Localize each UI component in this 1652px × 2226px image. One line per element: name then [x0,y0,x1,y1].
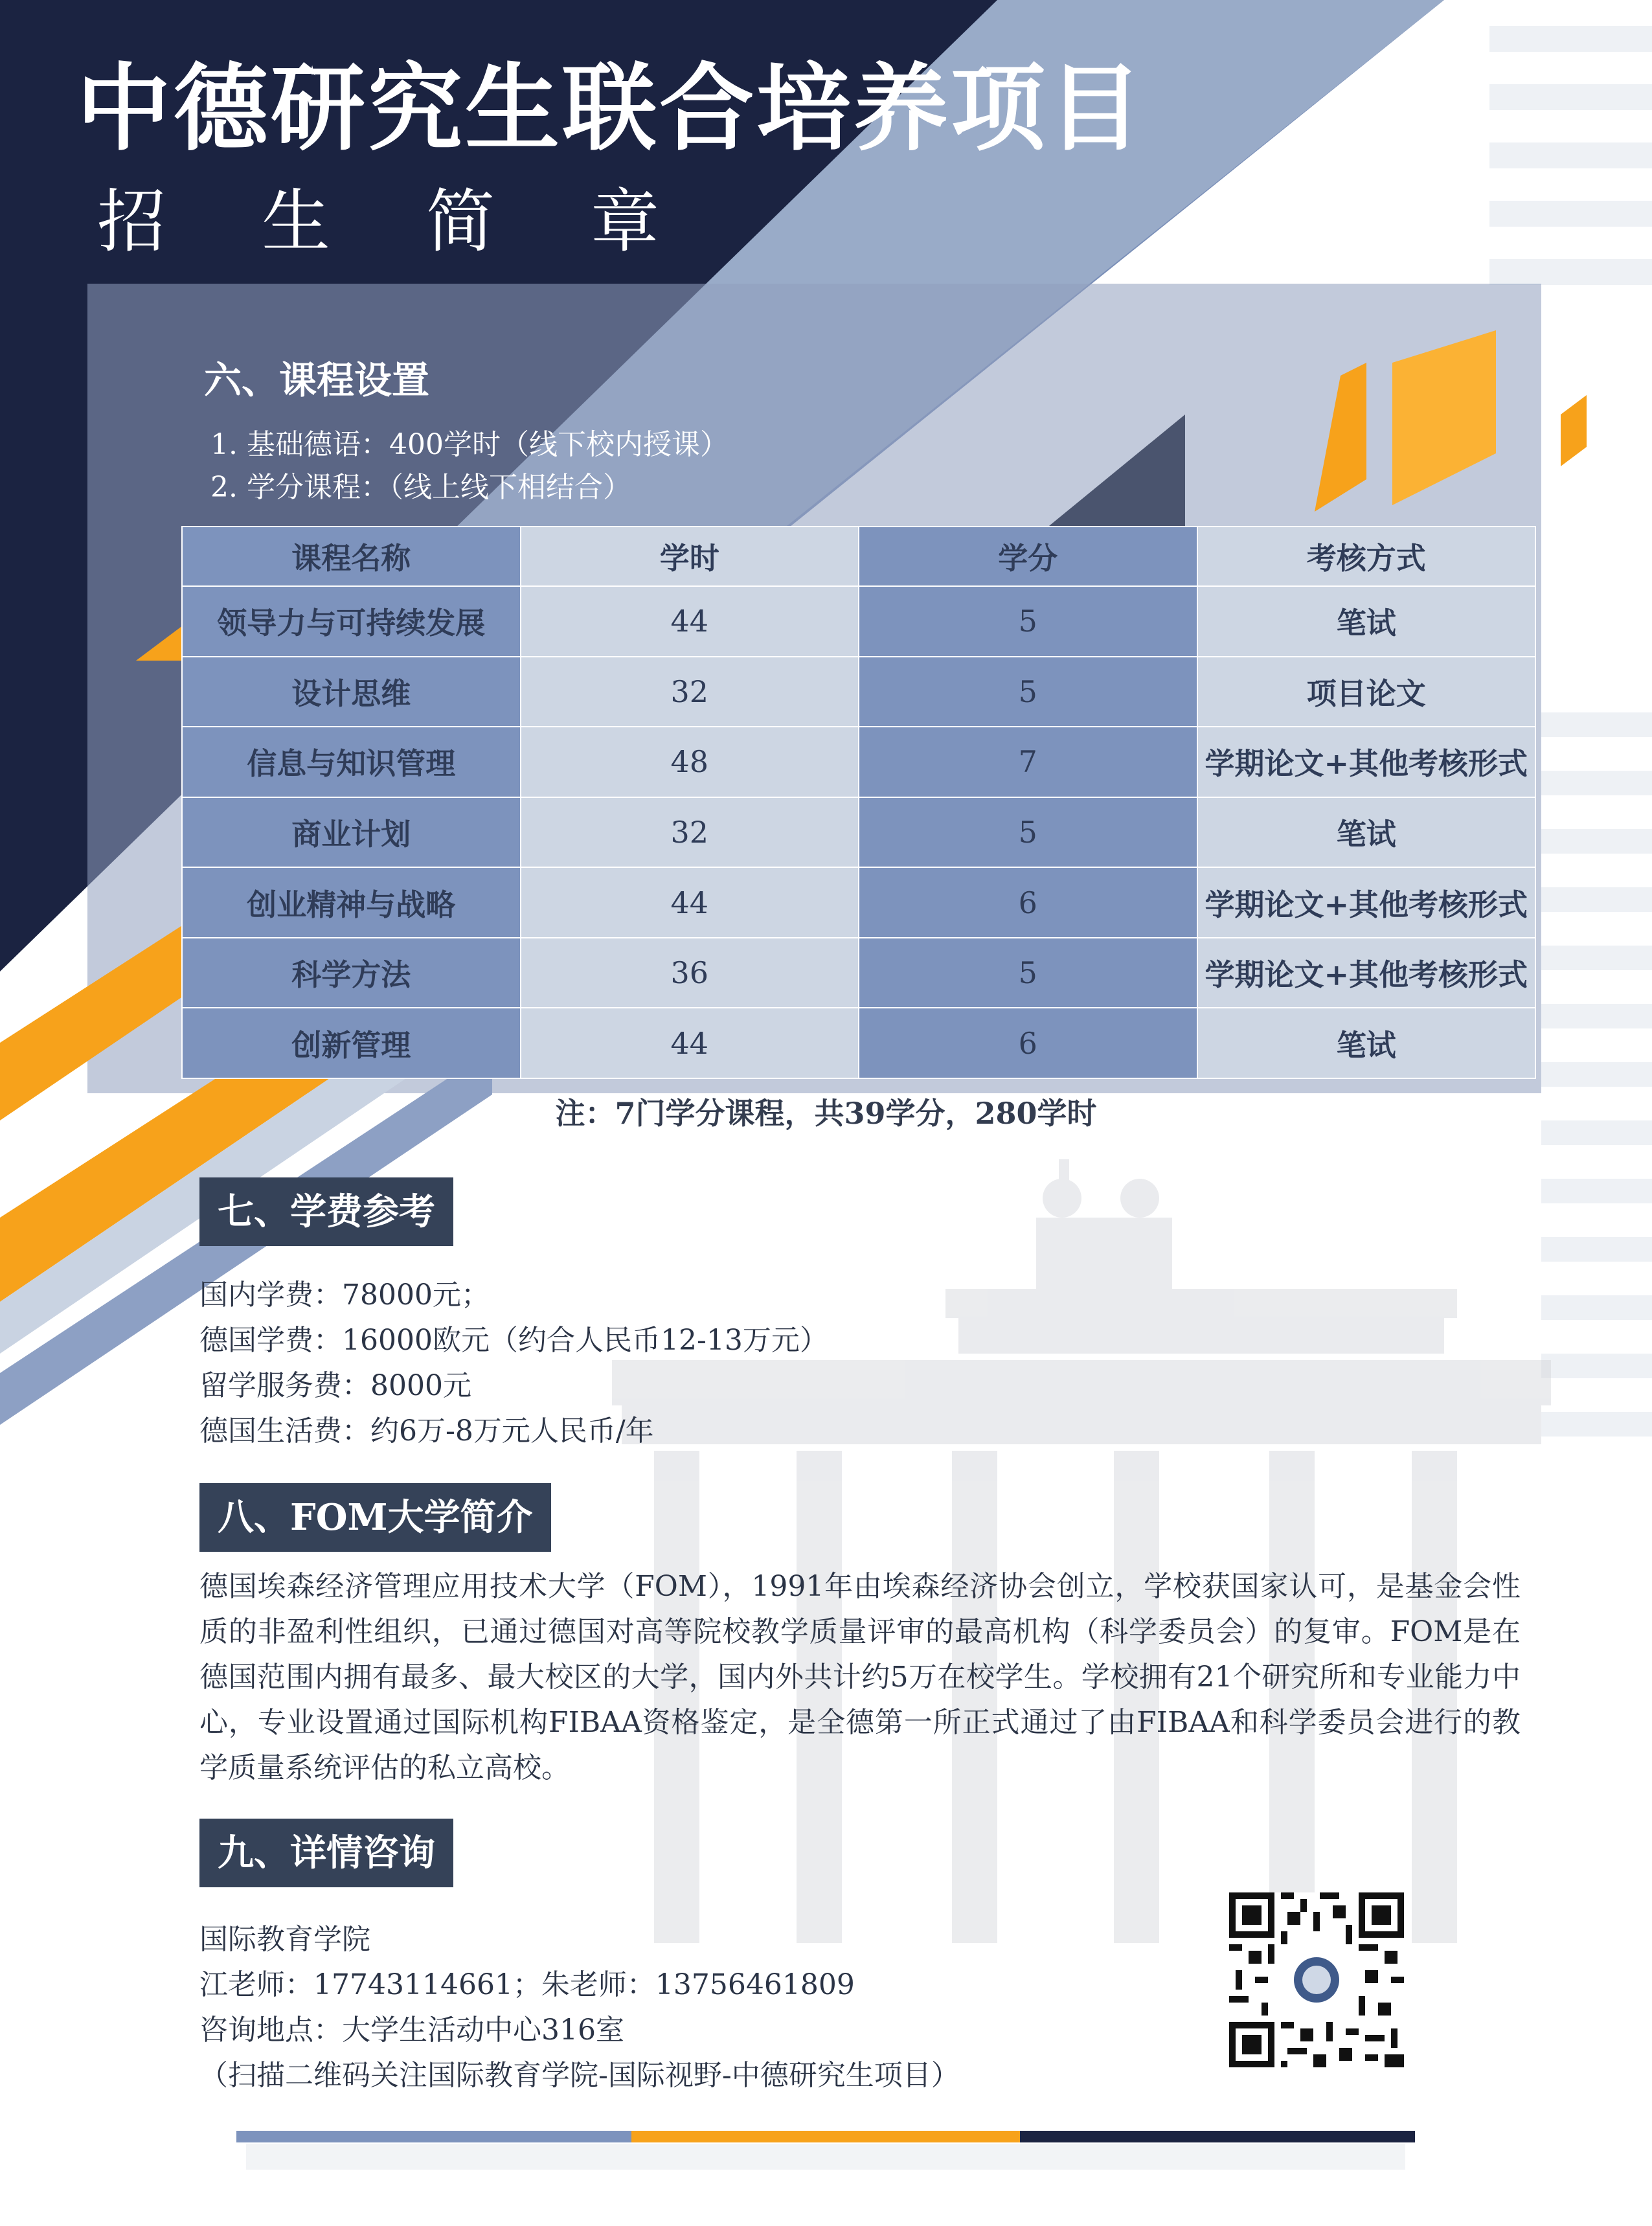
section8-heading: 八、FOM大学简介 [199,1483,551,1552]
course-hours: 32 [521,797,859,868]
section9-heading: 九、详情咨询 [199,1819,453,1887]
fee-line-1: 国内学费：78000元； [199,1278,490,1312]
table-row [182,657,1535,727]
table-row [182,586,1535,657]
course-credits: 5 [859,586,1197,657]
course-hours: 48 [521,727,859,797]
course-credits: 6 [859,1008,1197,1078]
course-assessment: 学期论文+其他考核形式 [1197,938,1536,1008]
section6-item-1: 1. 基础德语：400学时（线下校内授课） [210,428,729,461]
section6-item-2: 2. 学分课程：（线上线下相结合） [210,471,631,504]
header-hours: 学时 [521,527,859,586]
table-row [182,938,1535,1008]
bottom-bar-orange [631,2131,1020,2142]
course-name: 商业计划 [182,797,521,868]
bottom-shadow [246,2144,1405,2170]
course-credits: 7 [859,727,1197,797]
header-credits: 学分 [859,527,1197,586]
table-header-row [182,527,1535,586]
table-note: 注：7门学分课程，共39学分，280学时 [555,1096,1097,1131]
contact-location: 咨询地点：大学生活动中心316室 [199,2014,624,2047]
course-assessment: 笔试 [1197,797,1536,868]
contact-phones: 江老师：17743114661；朱老师：13756461809 [199,1968,855,2001]
course-name: 领导力与可持续发展 [182,586,521,657]
course-assessment: 项目论文 [1197,657,1536,727]
fee-line-2: 德国学费：16000欧元（约合人民币12-13万元） [199,1324,828,1357]
table-row [182,867,1535,938]
page-title: 中德研究生联合培养项目 [76,54,1145,164]
course-assessment: 学期论文+其他考核形式 [1197,867,1536,938]
course-credits: 5 [859,938,1197,1008]
table-row [182,797,1535,868]
orange-accent-3 [1561,395,1587,466]
course-credits: 5 [859,657,1197,727]
course-assessment: 笔试 [1197,586,1536,657]
header-course-name: 课程名称 [182,527,521,586]
page-subtitle: 招生简章 [97,182,755,262]
course-assessment: 笔试 [1197,1008,1536,1078]
contact-org: 国际教育学院 [199,1923,370,1956]
fom-intro-paragraph: 德国埃森经济管理应用技术大学（FOM），1991年由埃森经济协会创立，学校获国家认可，是基金会性质的非盈利性组织，已通过德国对高等院校教学质量评审的最高机构（科学委员会）的复审。FOM是在德国范围内拥有最多、最大校区的大学，国内外共计约5万在校学生。学校拥有21个研究所和专业能力中心，专业设置通过国际机构FIBAA资格鉴定，是全德第一所正式通过了由FIBAA和科学委员会进行的教学质量系统评估的私立高校。 [199,1570,1521,1784]
fee-line-3: 留学服务费：8000元 [199,1369,471,1402]
course-hours: 44 [521,586,859,657]
table-row [182,727,1535,797]
course-table [181,526,1536,1079]
section6-heading: 六、课程设置 [204,358,430,402]
course-name: 创业精神与战略 [182,867,521,938]
qr-code-icon[interactable] [1229,1892,1404,2067]
contact-qr-note: （扫描二维码关注国际教育学院-国际视野-中德研究生项目） [199,2059,960,2092]
course-hours: 44 [521,867,859,938]
table-row [182,1008,1535,1078]
bottom-bar-blue [236,2131,631,2142]
bottom-bar-navy [1020,2131,1415,2142]
course-name: 设计思维 [182,657,521,727]
course-credits: 6 [859,867,1197,938]
course-name: 创新管理 [182,1008,521,1078]
course-hours: 32 [521,657,859,727]
brandenburg-gate-image [612,1159,1551,1943]
course-hours: 44 [521,1008,859,1078]
course-assessment: 学期论文+其他考核形式 [1197,727,1536,797]
course-credits: 5 [859,797,1197,868]
fee-line-4: 德国生活费：约6万-8万元人民币/年 [199,1414,654,1448]
course-name: 科学方法 [182,938,521,1008]
course-hours: 36 [521,938,859,1008]
section7-heading: 七、学费参考 [199,1177,453,1246]
course-name: 信息与知识管理 [182,727,521,797]
header-assessment: 考核方式 [1197,527,1536,586]
